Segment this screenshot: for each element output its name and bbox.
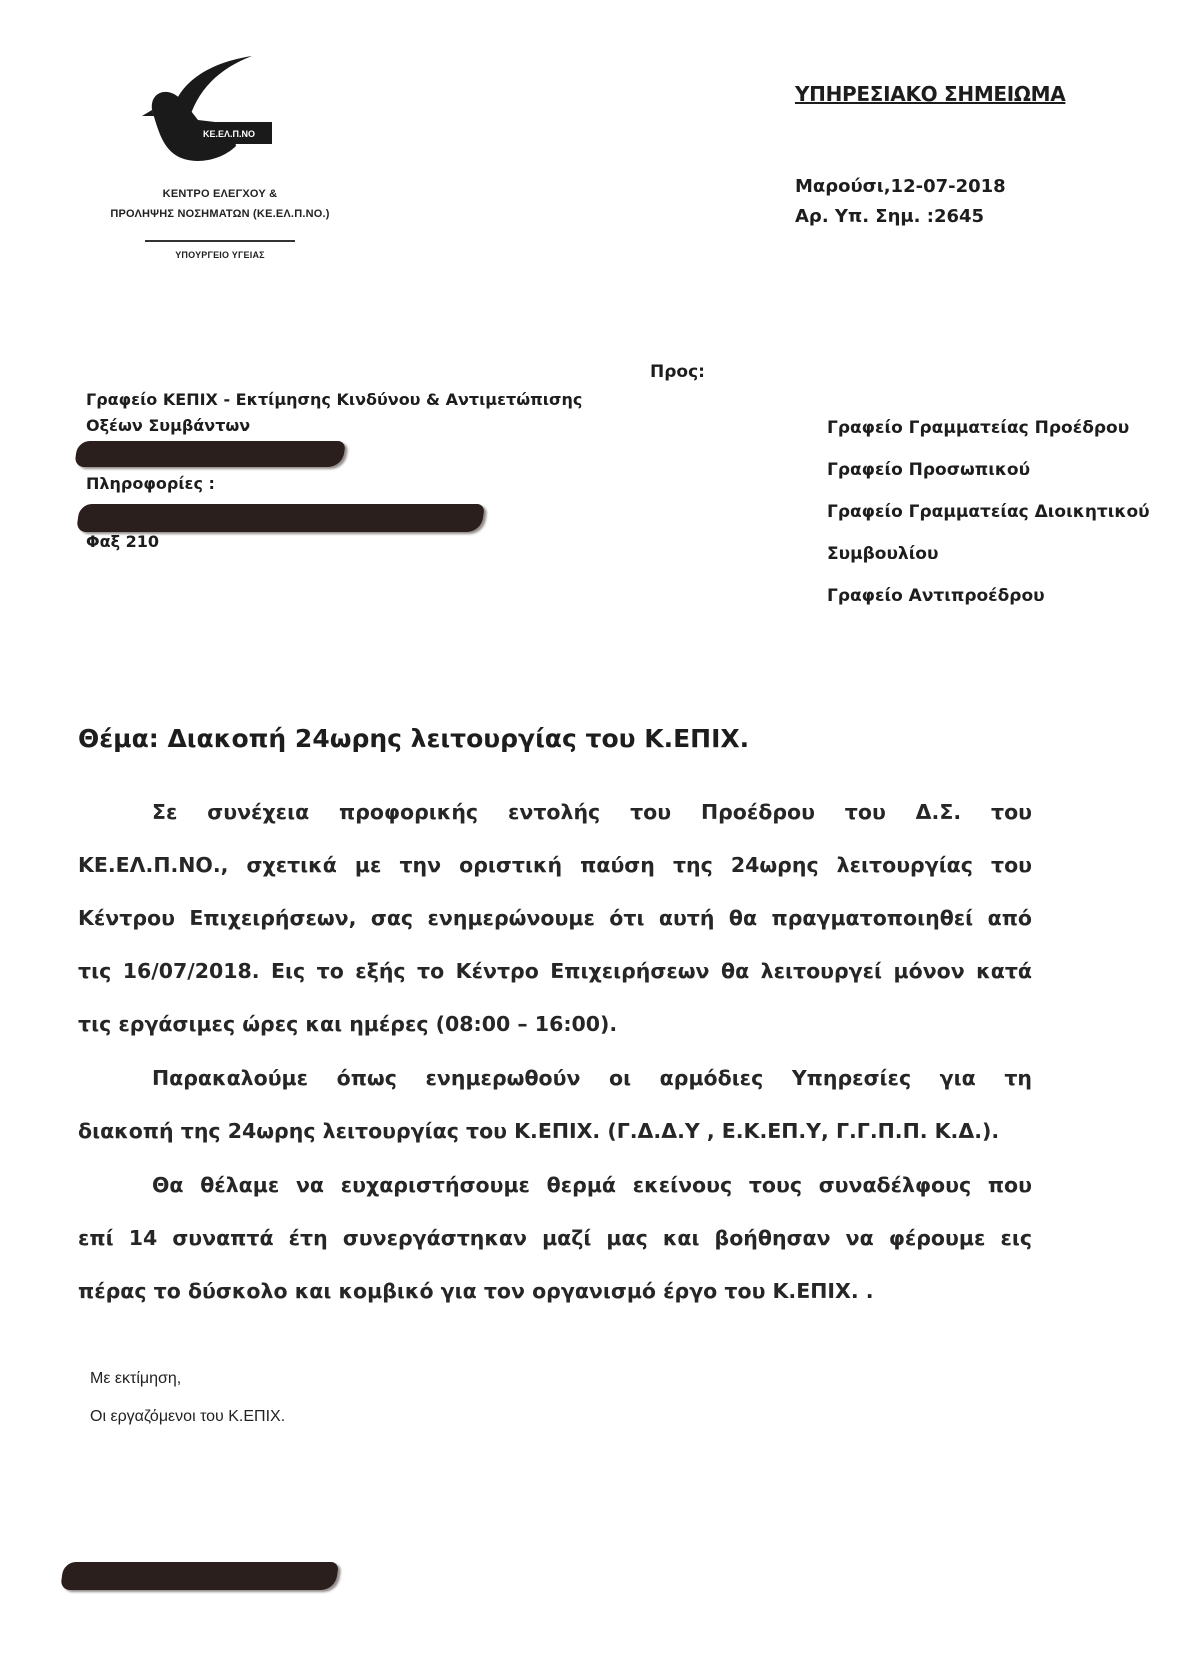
ministry-name: ΥΠΟΥΡΓΕΙΟ ΥΓΕΙΑΣ bbox=[175, 250, 265, 260]
body-line: πέρας το δύσκολο και κομβικό για τον οργανισμό έργο του Κ.ΕΠΙΧ. . bbox=[78, 1279, 874, 1303]
recipient-line: Γραφείο Προσωπικού bbox=[827, 460, 1031, 480]
memo-date: Μαρούσι,12-07-2018 bbox=[795, 176, 1006, 197]
recipient-line: Γραφείο Γραμματείας Προέδρου bbox=[827, 418, 1130, 438]
recipient-line: Γραφείο Αντιπροέδρου bbox=[827, 586, 1045, 606]
info-label: Πληροφορίες : bbox=[86, 474, 215, 493]
recipient-line: Συμβουλίου bbox=[827, 544, 939, 564]
logo-badge-text: ΚΕ.ΕΛ.Π.ΝΟ bbox=[202, 129, 256, 139]
closing-signature: Οι εργαζόμενοι του Κ.ΕΠΙΧ. bbox=[90, 1408, 286, 1425]
closing-greeting: Με εκτίμηση, bbox=[90, 1370, 182, 1387]
recipient-line: Γραφείο Γραμματείας Διοικητικού bbox=[827, 502, 1150, 522]
body-line: επί 14 συναπτά έτη συνεργάστηκαν μαζί μας και βοήθησαν να φέρουμε εις bbox=[78, 1226, 1032, 1250]
redaction-mark bbox=[60, 1562, 339, 1590]
body-line: Σε συνέχεια προφορικής εντολής του Προέδρου του Δ.Σ. του bbox=[152, 800, 1032, 824]
fax-label: Φαξ 210 bbox=[86, 532, 160, 551]
memo-subject: Θέμα: Διακοπή 24ωρης λειτουργίας του Κ.ΕΠΙΧ. bbox=[78, 724, 750, 753]
to-label: Προς: bbox=[650, 362, 705, 382]
sender-office-line-1: Γραφείο ΚΕΠΙΧ - Εκτίμησης Κινδύνου & Αντιμετώπισης bbox=[86, 390, 583, 409]
memo-title: ΥΠΗΡΕΣΙΑΚΟ ΣΗΜΕΙΩΜΑ bbox=[795, 82, 1066, 106]
body-line: τις εργάσιμες ώρες και ημέρες (08:00 – 16:00). bbox=[78, 1012, 618, 1036]
body-line: Κέντρου Επιχειρήσεων, σας ενημερώνουμε ότι αυτή θα πραγματοποιηθεί από bbox=[78, 906, 1032, 930]
body-line: διακοπή της 24ωρης λειτουργίας του Κ.ΕΠΙΧ. (Γ.Δ.Δ.Υ , Ε.Κ.ΕΠ.Υ, Γ.Γ.Π.Π. Κ.Δ.). bbox=[78, 1119, 1000, 1143]
logo-divider bbox=[145, 240, 295, 242]
org-name-line-1: ΚΕΝΤΡΟ ΕΛΕΓΧΟΥ & bbox=[162, 188, 278, 200]
body-line: Θα θέλαμε να ευχαριστήσουμε θερμά εκείνους τους συναδέλφους που bbox=[152, 1173, 1032, 1197]
body-line: ΚΕ.ΕΛ.Π.ΝΟ., σχετικά με την οριστική παύση της 24ωρης λειτουργίας του bbox=[78, 853, 1032, 877]
sender-office-line-2: Οξέων Συμβάντων bbox=[86, 416, 251, 435]
organization-logo bbox=[140, 50, 290, 179]
body-line: Παρακαλούμε όπως ενημερωθούν οι αρμόδιες Υπηρεσίες για τη bbox=[152, 1066, 1032, 1090]
redaction-mark bbox=[76, 504, 485, 532]
redaction-mark bbox=[74, 441, 346, 467]
org-name-line-2: ΠΡΟΛΗΨΗΣ ΝΟΣΗΜΑΤΩΝ (ΚΕ.ΕΛ.Π.ΝΟ.) bbox=[110, 208, 330, 220]
memo-reference: Αρ. Υπ. Σημ. :2645 bbox=[795, 206, 985, 227]
body-line: τις 16/07/2018. Εις το εξής το Κέντρο Επιχειρήσεων θα λειτουργεί μόνον κατά bbox=[78, 959, 1032, 983]
